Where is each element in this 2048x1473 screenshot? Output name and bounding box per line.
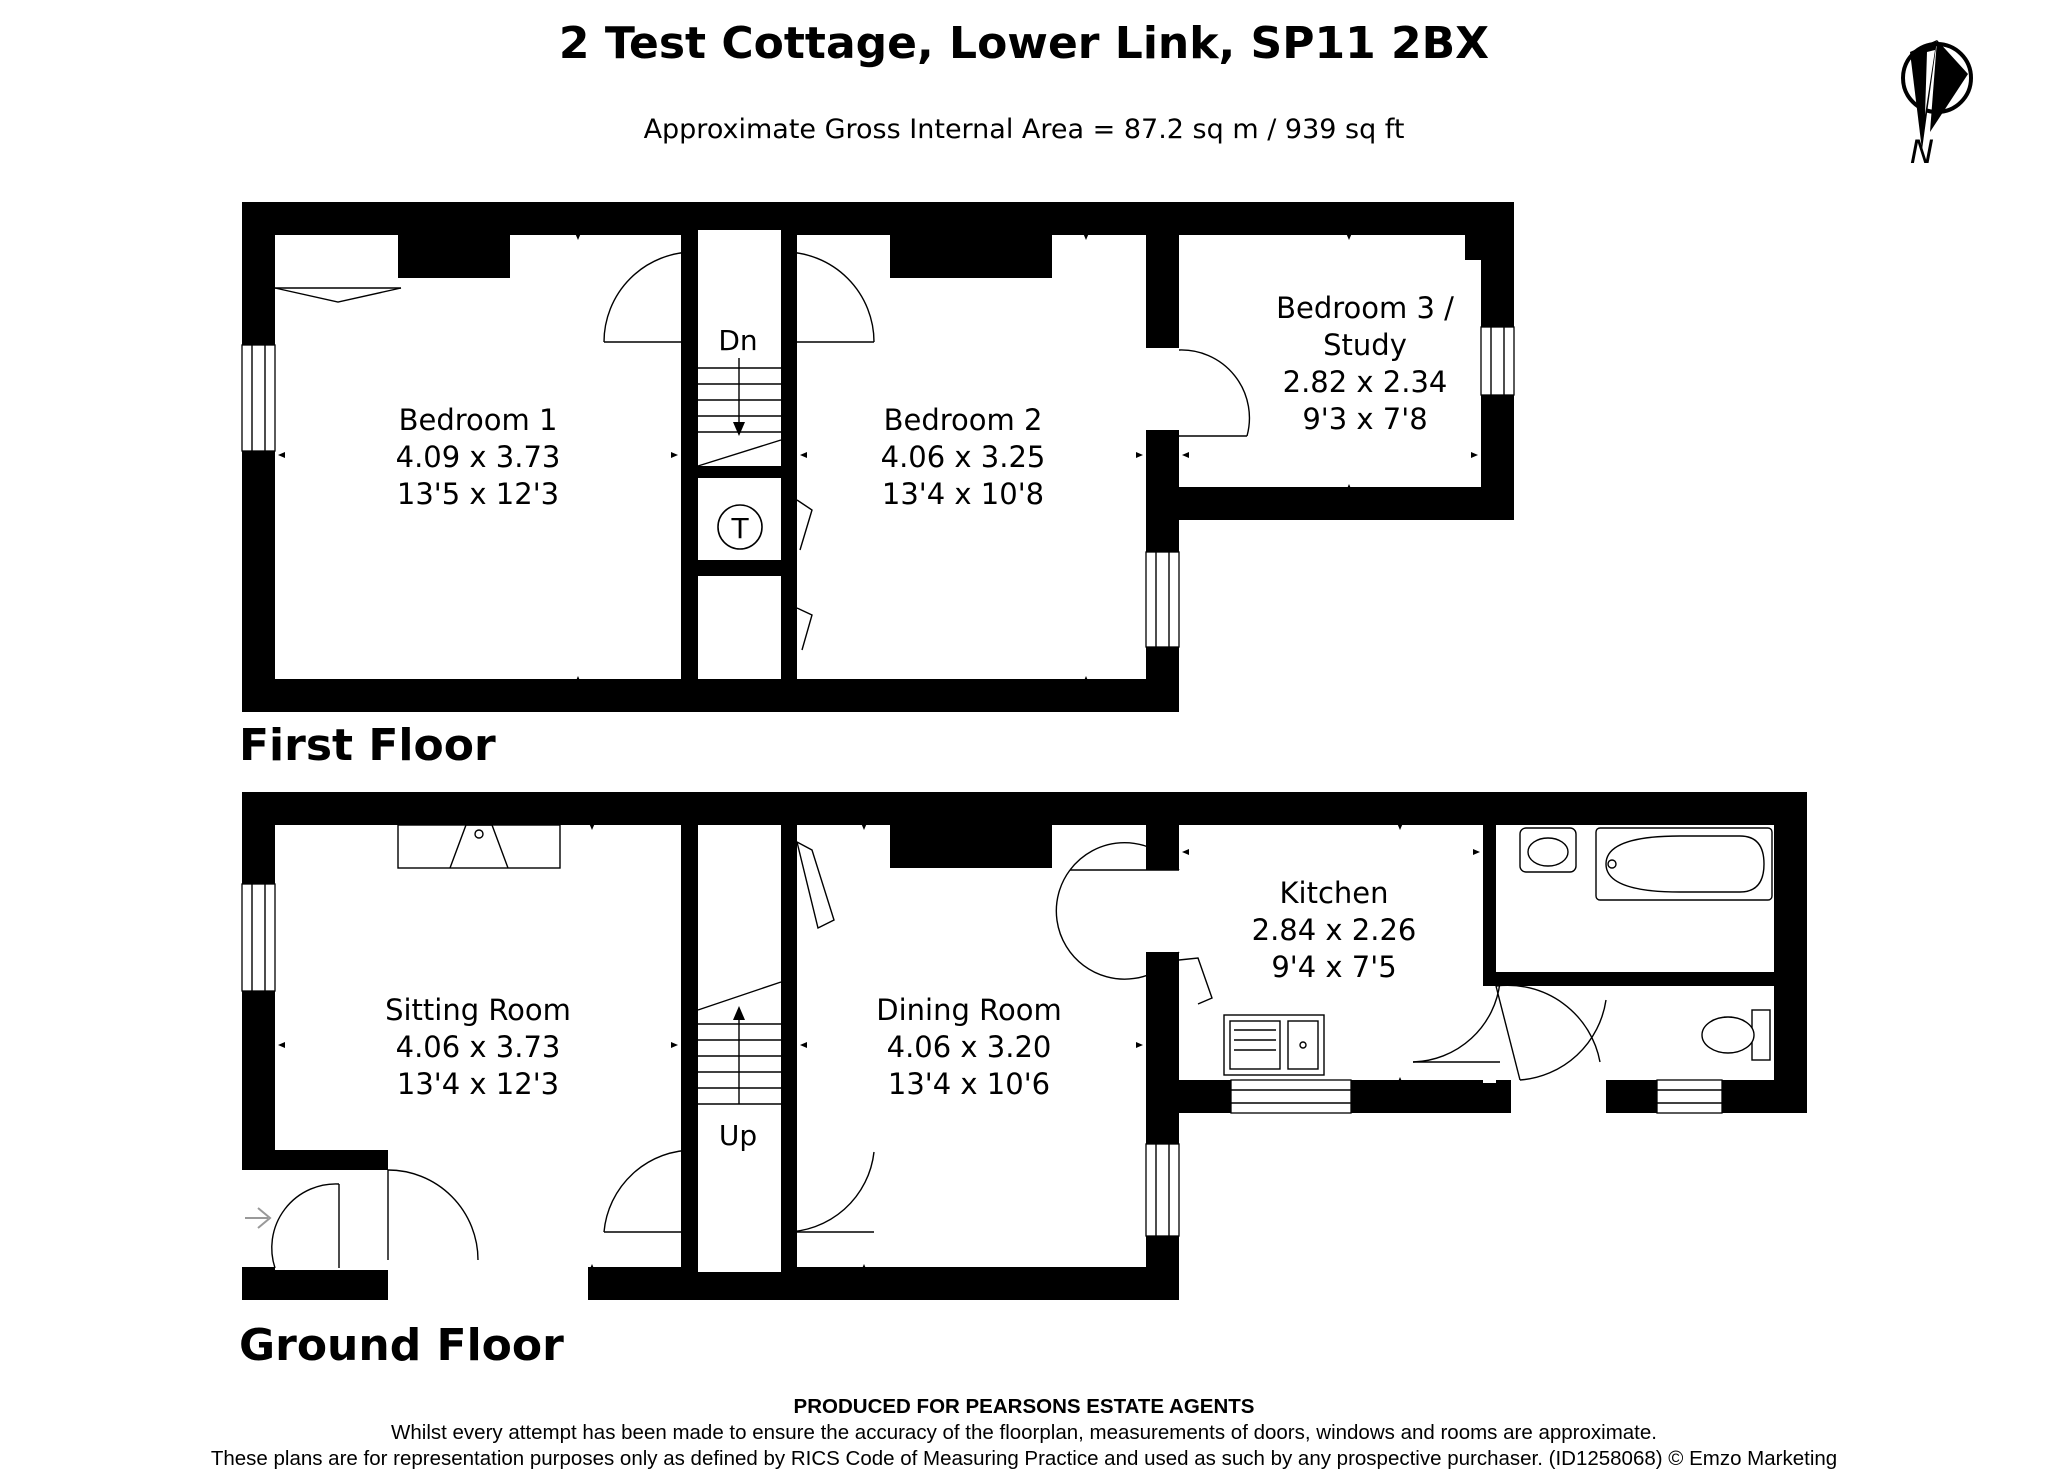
toilet-icon: [1702, 1010, 1770, 1060]
room-metric: 2.84 x 2.26: [1251, 913, 1417, 947]
room-imperial: 13'4 x 12'3: [396, 1067, 560, 1101]
room-name-line1: Bedroom 3 /: [1276, 291, 1454, 325]
north-label: N: [1910, 133, 1934, 171]
room-name: Bedroom 2: [883, 403, 1043, 437]
room-metric: 2.82 x 2.34: [1282, 365, 1448, 399]
room-imperial: 13'4 x 10'8: [881, 477, 1045, 511]
room-name: Sitting Room: [385, 993, 571, 1027]
room-kitchen: [1252, 876, 1417, 984]
ground-floor-plan: [242, 792, 1807, 1300]
room-name-line2: Study: [1323, 328, 1407, 362]
room-bedroom-3-study: [1276, 291, 1454, 436]
room-metric: 4.06 x 3.20: [886, 1030, 1052, 1064]
room-imperial: 13'4 x 10'6: [887, 1067, 1051, 1101]
room-imperial: 9'4 x 7'5: [1271, 950, 1397, 984]
bath-icon: [1596, 828, 1772, 900]
room-imperial: 9'3 x 7'8: [1302, 402, 1428, 436]
room-metric: 4.06 x 3.25: [880, 440, 1046, 474]
stairs-down-label: Dn: [718, 324, 758, 357]
fireplace: [398, 825, 560, 868]
kitchen-sink: [1224, 1015, 1324, 1075]
ground-floor-label: Ground Floor: [239, 1320, 564, 1371]
room-metric: 4.09 x 3.73: [395, 440, 561, 474]
room-dining-room: [876, 993, 1061, 1101]
disclaimer-line-2: These plans are for representation purposes only as defined by RICS Code of Measuring Practice and used as such by any prospective purchaser. (ID1258068) © Emzo Marketing: [210, 1447, 1838, 1470]
north-arrow-icon: [1903, 40, 1971, 171]
stairs-up-label: Up: [718, 1119, 758, 1152]
washbasin-icon: [1520, 828, 1576, 872]
room-imperial: 13'5 x 12'3: [396, 477, 560, 511]
disclaimer-line-1: Whilst every attempt has been made to ensure the accuracy of the floorplan, measurements of doors, windows and rooms are approximate.: [391, 1421, 1657, 1444]
produced-for: PRODUCED FOR PEARSONS ESTATE AGENTS: [793, 1395, 1255, 1418]
room-sitting-room: [385, 993, 571, 1101]
room-name: Kitchen: [1279, 876, 1389, 910]
room-name: Dining Room: [876, 993, 1062, 1027]
tank-label: T: [731, 512, 749, 545]
room-metric: 4.06 x 3.73: [395, 1030, 561, 1064]
room-name: Bedroom 1: [398, 403, 558, 437]
stairs-up: [698, 982, 781, 1152]
gross-internal-area: Approximate Gross Internal Area = 87.2 sq m / 939 sq ft: [643, 114, 1405, 145]
room-bedroom-2: [881, 403, 1046, 511]
first-floor-plan: [242, 202, 1514, 712]
room-bedroom-1: [396, 403, 561, 511]
property-title: 2 Test Cottage, Lower Link, SP11 2BX: [558, 18, 1490, 69]
first-floor-label: First Floor: [239, 720, 496, 771]
